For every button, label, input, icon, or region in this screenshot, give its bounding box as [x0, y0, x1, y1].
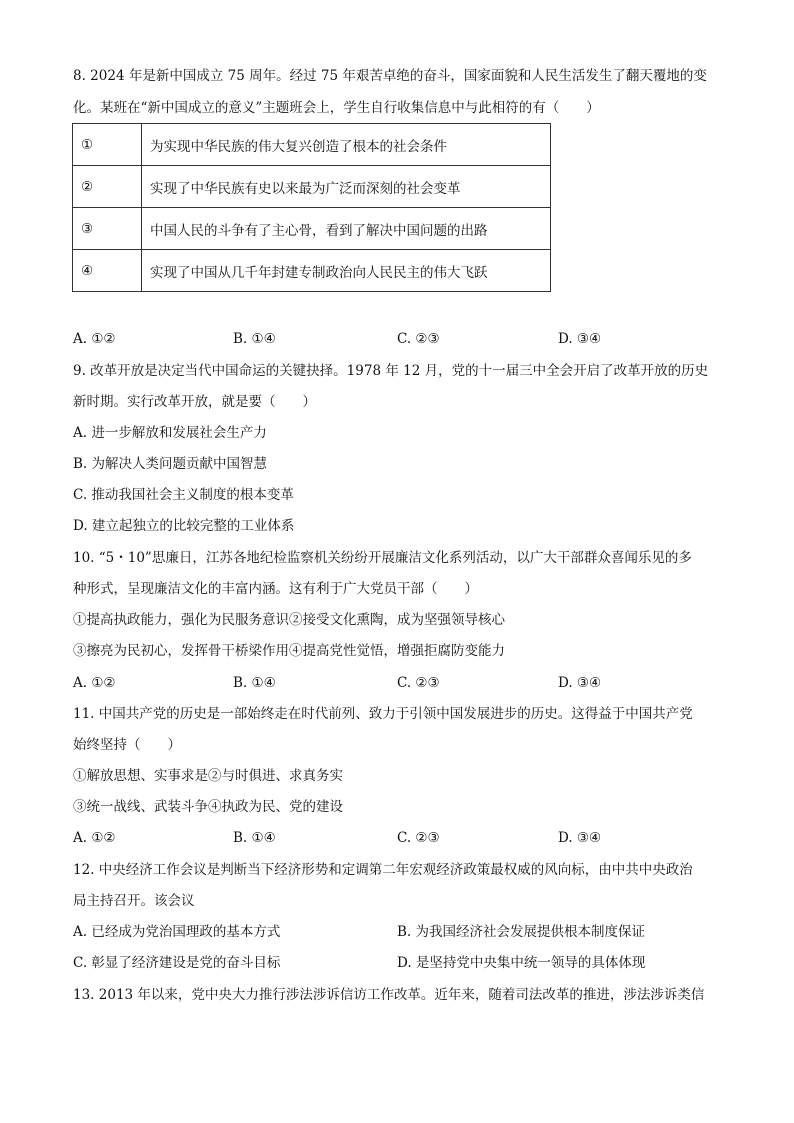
q9-option-d[interactable]: D. 建立起独立的比较完整的工业体系	[73, 518, 295, 534]
statement-number: ④	[73, 250, 142, 292]
q12-option-c[interactable]: C. 彰显了经济建设是党的奋斗目标	[73, 955, 281, 971]
q10-stem-line-2: 种形式，呈现廉洁文化的丰富内涵。这有利于广大党员干部（ ）	[73, 581, 478, 597]
table-row	[73, 208, 551, 250]
statement-text: 中国人民的斗争有了主心骨，看到了解决中国问题的出路	[142, 208, 551, 250]
q11-item-line-2: ③统一战线、武装斗争④执政为民、党的建设	[73, 799, 343, 815]
q12-option-d[interactable]: D. 是坚持党中央集中统一领导的具体体现	[397, 955, 646, 971]
q10-option-c[interactable]: C. ②③	[397, 675, 440, 691]
q8-option-d[interactable]: D. ③④	[558, 331, 602, 347]
q11-option-a[interactable]: A. ①②	[73, 830, 116, 846]
statement-text: 实现了中华民族有史以来最为广泛而深刻的社会变革	[142, 166, 551, 208]
q10-option-a[interactable]: A. ①②	[73, 675, 116, 691]
table-row	[73, 166, 551, 208]
statement-text: 为实现中华民族的伟大复兴创造了根本的社会条件	[142, 124, 551, 166]
q9-option-c[interactable]: C. 推动我国社会主义制度的根本变革	[73, 487, 294, 503]
q12-option-b[interactable]: B. 为我国经济社会发展提供根本制度保证	[397, 924, 646, 940]
q9-option-a[interactable]: A. 进一步解放和发展社会生产力	[73, 425, 267, 441]
q10-option-d[interactable]: D. ③④	[558, 675, 602, 691]
statement-text: 实现了中国从几千年封建专制政治向人民民主的伟大飞跃	[142, 250, 551, 292]
q10-option-b[interactable]: B. ①④	[233, 675, 276, 691]
q9-stem-line-2: 新时期。实行改革开放，就是要（ ）	[73, 394, 316, 410]
q9-stem-line-1: 9. 改革开放是决定当代中国命运的关键抉择。1978 年 12 月，党的十一届三中全会开启了改革开放的历史	[73, 363, 709, 379]
q8-option-c[interactable]: C. ②③	[397, 331, 440, 347]
q12-stem-line-2: 局主持召开。该会议	[73, 893, 195, 909]
q10-item-line-2: ③擦亮为民初心，发挥骨干桥梁作用④提高党性觉悟，增强拒腐防变能力	[73, 643, 505, 659]
q8-statement-table	[72, 123, 551, 292]
q11-item-line-1: ①解放思想、实事求是②与时俱进、求真务实	[73, 768, 343, 784]
q10-stem-line-1: 10. “5・10”思廉日，江苏各地纪检监察机关纷纷开展廉洁文化系列活动，以广大干部群众喜闻乐见的多	[73, 550, 692, 566]
q11-option-c[interactable]: C. ②③	[397, 830, 440, 846]
statement-number: ③	[73, 208, 142, 250]
q11-stem-line-1: 11. 中国共产党的历史是一部始终走在时代前列、致力于引领中国发展进步的历史。这得益于中国共产党	[73, 706, 693, 722]
statement-number: ②	[73, 166, 142, 208]
q12-option-a[interactable]: A. 已经成为党治国理政的基本方式	[73, 924, 281, 940]
statement-number: ①	[73, 124, 142, 166]
q12-stem-line-1: 12. 中央经济工作会议是判断当下经济形势和定调第二年宏观经济政策最权威的风向标，由中共中央政治	[73, 862, 693, 878]
q11-option-d[interactable]: D. ③④	[558, 830, 602, 846]
q10-item-line-1: ①提高执政能力，强化为民服务意识②接受文化熏陶，成为坚强领导核心	[73, 612, 505, 628]
q8-option-a[interactable]: A. ①②	[73, 331, 116, 347]
q11-option-b[interactable]: B. ①④	[233, 830, 276, 846]
q8-stem-line-1: 8. 2024 年是新中国成立 75 周年。经过 75 年艰苦卓绝的奋斗，国家面貌和人民生活发生了翻天覆地的变	[73, 68, 707, 84]
table-row	[73, 250, 551, 292]
table-row	[73, 124, 551, 166]
q8-option-b[interactable]: B. ①④	[233, 331, 276, 347]
q11-stem-line-2: 始终坚持（ ）	[73, 737, 181, 753]
q13-stem-line-1: 13. 2013 年以来，党中央大力推行涉法涉诉信访工作改革。近年来，随着司法改革的推进，涉法涉诉类信	[73, 987, 705, 1003]
q9-option-b[interactable]: B. 为解决人类问题贡献中国智慧	[73, 456, 268, 472]
q8-stem-line-2: 化。某班在“新中国成立的意义”主题班会上，学生自行收集信息中与此相符的有（ ）	[73, 100, 600, 116]
